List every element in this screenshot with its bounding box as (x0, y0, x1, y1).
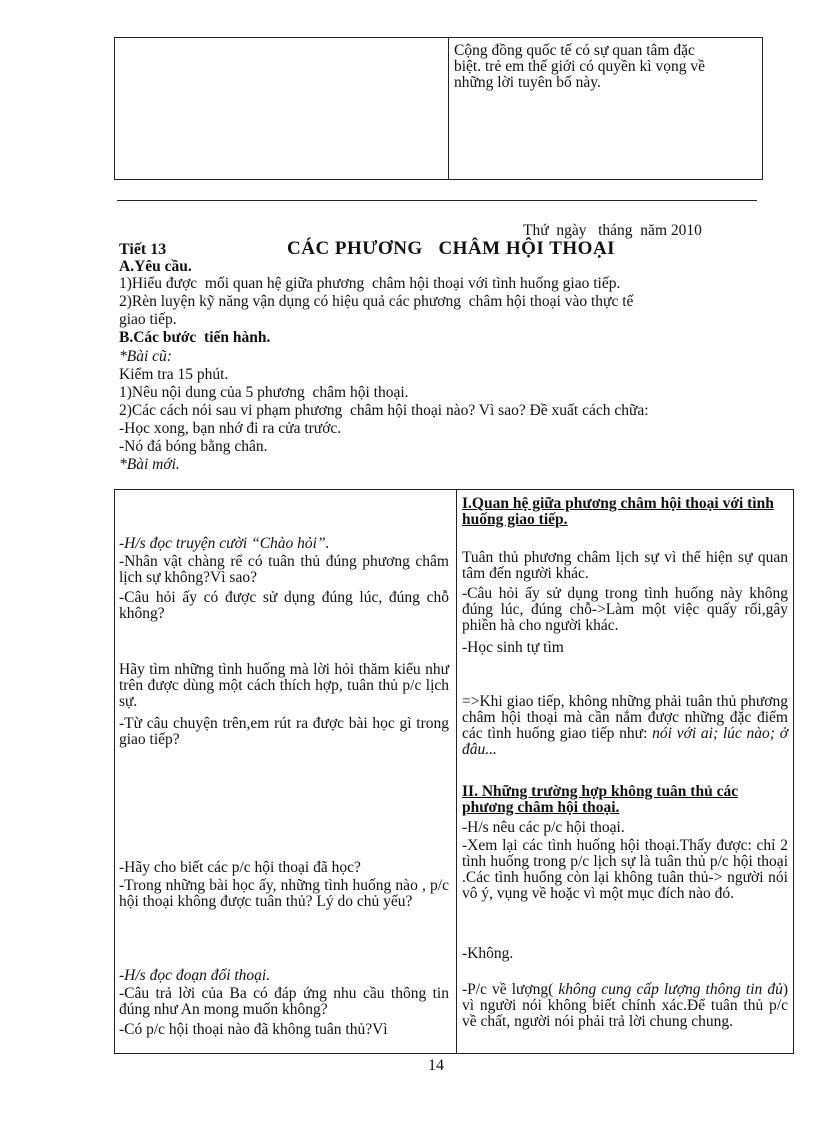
left-cell-paragraph: -H/s đọc đoạn đối thoại. (119, 967, 271, 984)
example-2: -Nó đá bóng bằng chân. (119, 438, 268, 455)
steps-heading: B.Các bước tiến hành. (119, 329, 271, 346)
right-cell-paragraph: -Không. (462, 945, 514, 962)
requirements-heading: A.Yêu cầu. (119, 258, 192, 275)
right-cell-paragraph: -Học sinh tự tìm (462, 639, 564, 656)
date-line: Thứ ngày tháng năm 2010 (523, 222, 702, 239)
conclusion-text: =>Khi giao tiếp, không những phải tuân thủ phương châm hội thoại mà cần nắm được những đặc điểm các tình huống giao tiếp như: (462, 693, 788, 742)
requirement-item: 1)Hiểu được mối quan hệ giữa phương châm hội thoại với tình huống giao tiếp. (119, 275, 621, 292)
left-cell-paragraph: -Có p/c hội thoại nào đã không tuân thủ?Vì (119, 1021, 388, 1038)
conclusion-italic: nói với ai; lúc nào; ở đâu... (462, 725, 788, 758)
left-cell-paragraph: -Câu trả lời của Ba có đáp ứng nhu cầu thông tin đúng như An mong muốn không? (119, 985, 449, 1018)
left-cell-paragraph: -Nhân vật chàng rể có tuân thủ đúng phương châm lịch sự không?Vì sao? (119, 553, 449, 586)
lesson-number: Tiết 13 (119, 241, 167, 258)
old-lesson-label: *Bài cũ: (119, 348, 172, 365)
right-cell-paragraph: Tuân thủ phương châm lịch sự vì thể hiện sự quan tâm đến người khác. (462, 549, 788, 582)
table-column-divider (448, 38, 449, 179)
section-heading-2: II. Những trường hợp không tuân thủ các phương châm hội thoại. (462, 783, 739, 816)
section-divider (117, 200, 757, 201)
right-cell-paragraph (462, 694, 788, 758)
right-cell-paragraph: -H/s nêu các p/c hội thoại. (462, 819, 625, 836)
left-cell-paragraph: -Trong những bài học ấy, những tình huống nào , p/c hội thoại không được tuân thủ? Lý do chủ yếu? (119, 877, 449, 910)
left-cell-paragraph: Hãy tìm những tình huống mà lời hỏi thăm kiểu như trên được dùng một cách thích hợp, tuân thủ p/c lịch sự. (119, 661, 449, 710)
right-cell-paragraph: -Xem lại các tình huống hội thoại.Thấy được: chỉ 2 tình huống trong p/c lịch sự là tuân thủ p/c hội thoại .Các tình huống còn lại không tuân thủ-> người nói vô ý, vụng về hoặc vì một mục đích nào đó. (462, 837, 788, 902)
left-cell-paragraph: -Từ câu chuyện trên,em rút ra được bài học gì trong giao tiếp? (119, 715, 449, 748)
right-cell-paragraph: -Câu hỏi ấy sử dụng trong tình huống này không đúng lúc, đúng chỗ->Làm một việc quấy rối,gây phiền hà cho người khác. (462, 585, 788, 634)
question-1: 1)Nêu nội dung của 5 phương châm hội thoại. (119, 384, 409, 401)
quantity-text-rest: ) vì người nói không biết chính xác.Để tuân thủ p/c về chất, người nói phải trả lời chung chung. (462, 981, 788, 1030)
new-lesson-label: *Bài mới. (119, 456, 180, 473)
page-number: 14 (428, 1057, 444, 1074)
section-heading-1: I.Quan hệ giữa phương châm hội thoại với tình huống giao tiếp. (462, 495, 774, 528)
left-cell-paragraph: -Câu hỏi ấy có được sử dụng đúng lúc, đúng chỗ không? (119, 589, 449, 622)
page-title: CÁC PHƯƠNG CHÂM HỘI THOẠI (287, 238, 616, 259)
right-cell-paragraph (462, 982, 788, 1030)
check-text: Kiểm tra 15 phút. (119, 366, 229, 383)
requirement-item: giao tiếp. (119, 311, 177, 328)
quantity-italic: không cung cấp lượng thông tin đủ (558, 981, 783, 998)
table-column-divider (456, 490, 457, 1053)
top-table-right-cell: Cộng đồng quốc tế có sự quan tâm đặc biệt. trẻ em thế giới có quyền kì vọng về những lời tuyên bố này. (454, 42, 705, 91)
left-cell-paragraph: -Hãy cho biết các p/c hội thoại đã học? (119, 859, 361, 876)
example-1: -Học xong, bạn nhớ đi ra cửa trước. (119, 420, 342, 437)
question-2: 2)Các cách nói sau vi phạm phương châm hội thoại nào? Vì sao? Đề xuất cách chữa: (119, 402, 649, 419)
requirement-item: 2)Rèn luyện kỹ năng vận dụng có hiệu quả các phương châm hội thoại vào thực tế (119, 293, 634, 310)
left-cell-paragraph: -H/s đọc truyện cười “Chào hỏi”. (119, 535, 330, 552)
quantity-text: -P/c về lượng( (462, 981, 559, 998)
